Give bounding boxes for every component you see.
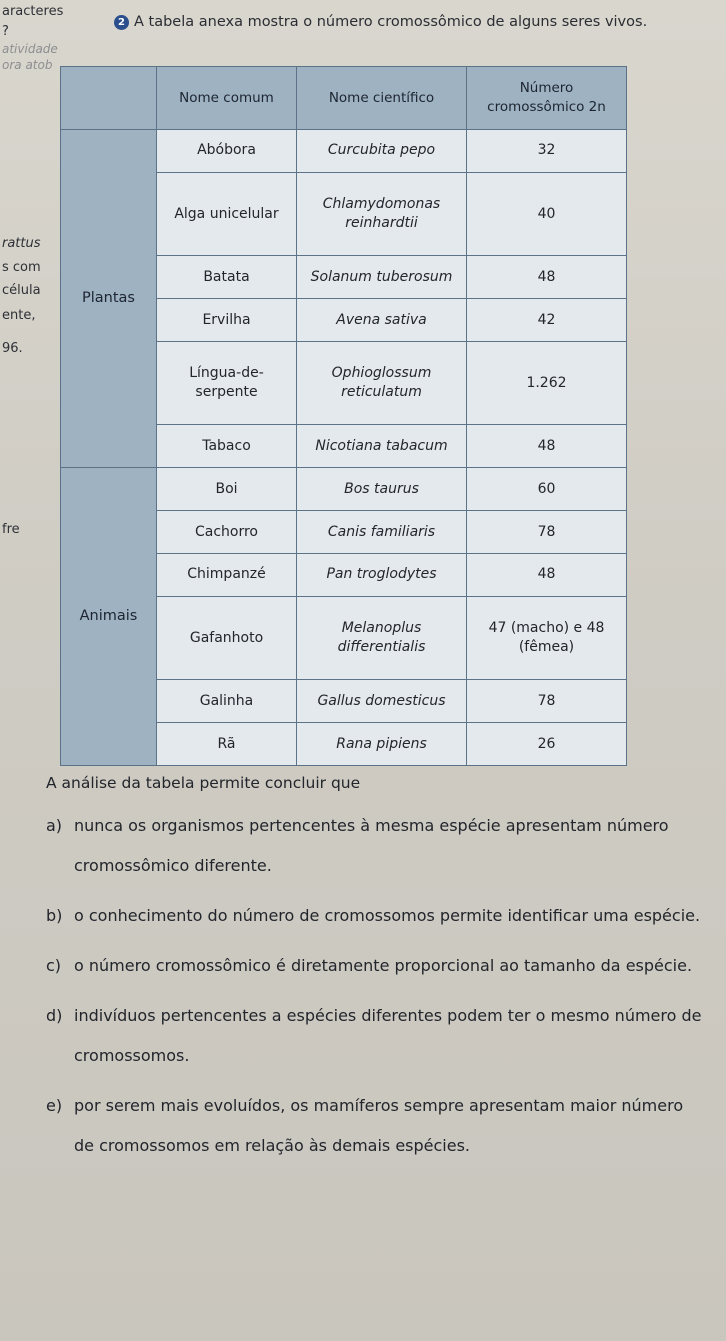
common-name-cell: Língua-de-serpente [157, 341, 297, 425]
chromosome-number-cell: 32 [467, 130, 627, 173]
option-c[interactable] [46, 946, 706, 986]
chromosome-number-cell: 78 [467, 511, 627, 554]
table-header-corner [61, 67, 157, 130]
scientific-name-cell: Canis familiaris [297, 511, 467, 554]
margin-faded-text: ora atob [2, 58, 53, 72]
option-b[interactable] [46, 896, 706, 936]
header-scientific-name: Nome científico [297, 67, 467, 130]
option-text: indivíduos pertencentes a espécies diferentes podem ter o mesmo número de cromossomos. [74, 1006, 702, 1065]
scientific-name-cell: Gallus domesticus [297, 680, 467, 723]
common-name-cell: Abóbora [157, 130, 297, 173]
option-e[interactable] [46, 1086, 706, 1166]
common-name-cell: Ervilha [157, 299, 297, 342]
option-letter: e) [46, 1096, 63, 1115]
question-number-badge: 2 [114, 15, 129, 30]
scientific-name-cell: Pan troglodytes [297, 553, 467, 596]
common-name-cell: Alga unicelular [157, 172, 297, 256]
chromosome-number-cell: 48 [467, 553, 627, 596]
chromosome-number-cell: 47 (macho) e 48 (fêmea) [467, 596, 627, 680]
scientific-name-cell: Bos taurus [297, 468, 467, 511]
option-letter: b) [46, 906, 63, 925]
header-chromosome-number: Número cromossômico 2n [467, 67, 627, 130]
scientific-name-cell: Rana pipiens [297, 723, 467, 766]
margin-text: ? [2, 24, 9, 39]
option-d[interactable] [46, 996, 706, 1076]
margin-text: fre [2, 522, 20, 537]
table-row [61, 130, 627, 173]
common-name-cell: Galinha [157, 680, 297, 723]
group-label-animals: Animais [61, 468, 157, 766]
scientific-name-cell: Curcubita pepo [297, 130, 467, 173]
common-name-cell: Chimpanzé [157, 553, 297, 596]
scientific-name-cell: Melanoplus differentialis [297, 596, 467, 680]
margin-text: célula [2, 283, 41, 298]
table-row [61, 468, 627, 511]
common-name-cell: Batata [157, 256, 297, 299]
answer-section [46, 774, 706, 1176]
common-name-cell: Cachorro [157, 511, 297, 554]
option-text: o número cromossômico é diretamente proporcional ao tamanho da espécie. [74, 956, 693, 975]
scientific-name-cell: Solanum tuberosum [297, 256, 467, 299]
option-text: nunca os organismos pertencentes à mesma espécie apresentam número cromossômico diferente. [74, 816, 669, 875]
chromosome-number-cell: 48 [467, 256, 627, 299]
common-name-cell: Tabaco [157, 425, 297, 468]
margin-text: 96. [2, 341, 23, 356]
option-letter: d) [46, 1006, 63, 1025]
option-letter: a) [46, 816, 63, 835]
group-label-plants: Plantas [61, 130, 157, 468]
scientific-name-cell: Nicotiana tabacum [297, 425, 467, 468]
scientific-name-cell: Ophioglossum reticulatum [297, 341, 467, 425]
option-text: o conhecimento do número de cromossomos permite identificar uma espécie. [74, 906, 701, 925]
margin-text: ente, [2, 308, 36, 323]
chromosome-number-cell: 40 [467, 172, 627, 256]
scientific-name-cell: Avena sativa [297, 299, 467, 342]
option-letter: c) [46, 956, 62, 975]
table-header-row [61, 67, 627, 130]
question-prompt: A análise da tabela permite concluir que [46, 774, 361, 792]
chromosome-number-cell: 26 [467, 723, 627, 766]
margin-text: aracteres [2, 4, 64, 19]
common-name-cell: Gafanhoto [157, 596, 297, 680]
chromosome-table [60, 66, 627, 766]
scientific-name-cell: Chlamydomonas reinhardtii [297, 172, 467, 256]
chromosome-number-cell: 42 [467, 299, 627, 342]
margin-text: s com [2, 260, 41, 275]
margin-faded-text: atividade [2, 42, 58, 56]
option-text: por serem mais evoluídos, os mamíferos sempre apresentam maior número de cromossomos em relação às demais espécies. [74, 1096, 684, 1155]
chromosome-number-cell: 48 [467, 425, 627, 468]
option-a[interactable] [46, 806, 706, 886]
chromosome-number-cell: 60 [467, 468, 627, 511]
common-name-cell: Boi [157, 468, 297, 511]
chromosome-number-cell: 1.262 [467, 341, 627, 425]
question-text: A tabela anexa mostra o número cromossômico de alguns seres vivos. [134, 14, 648, 30]
common-name-cell: Rã [157, 723, 297, 766]
chromosome-number-cell: 78 [467, 680, 627, 723]
question-header [114, 12, 714, 33]
header-common-name: Nome comum [157, 67, 297, 130]
margin-text: rattus [2, 236, 41, 251]
